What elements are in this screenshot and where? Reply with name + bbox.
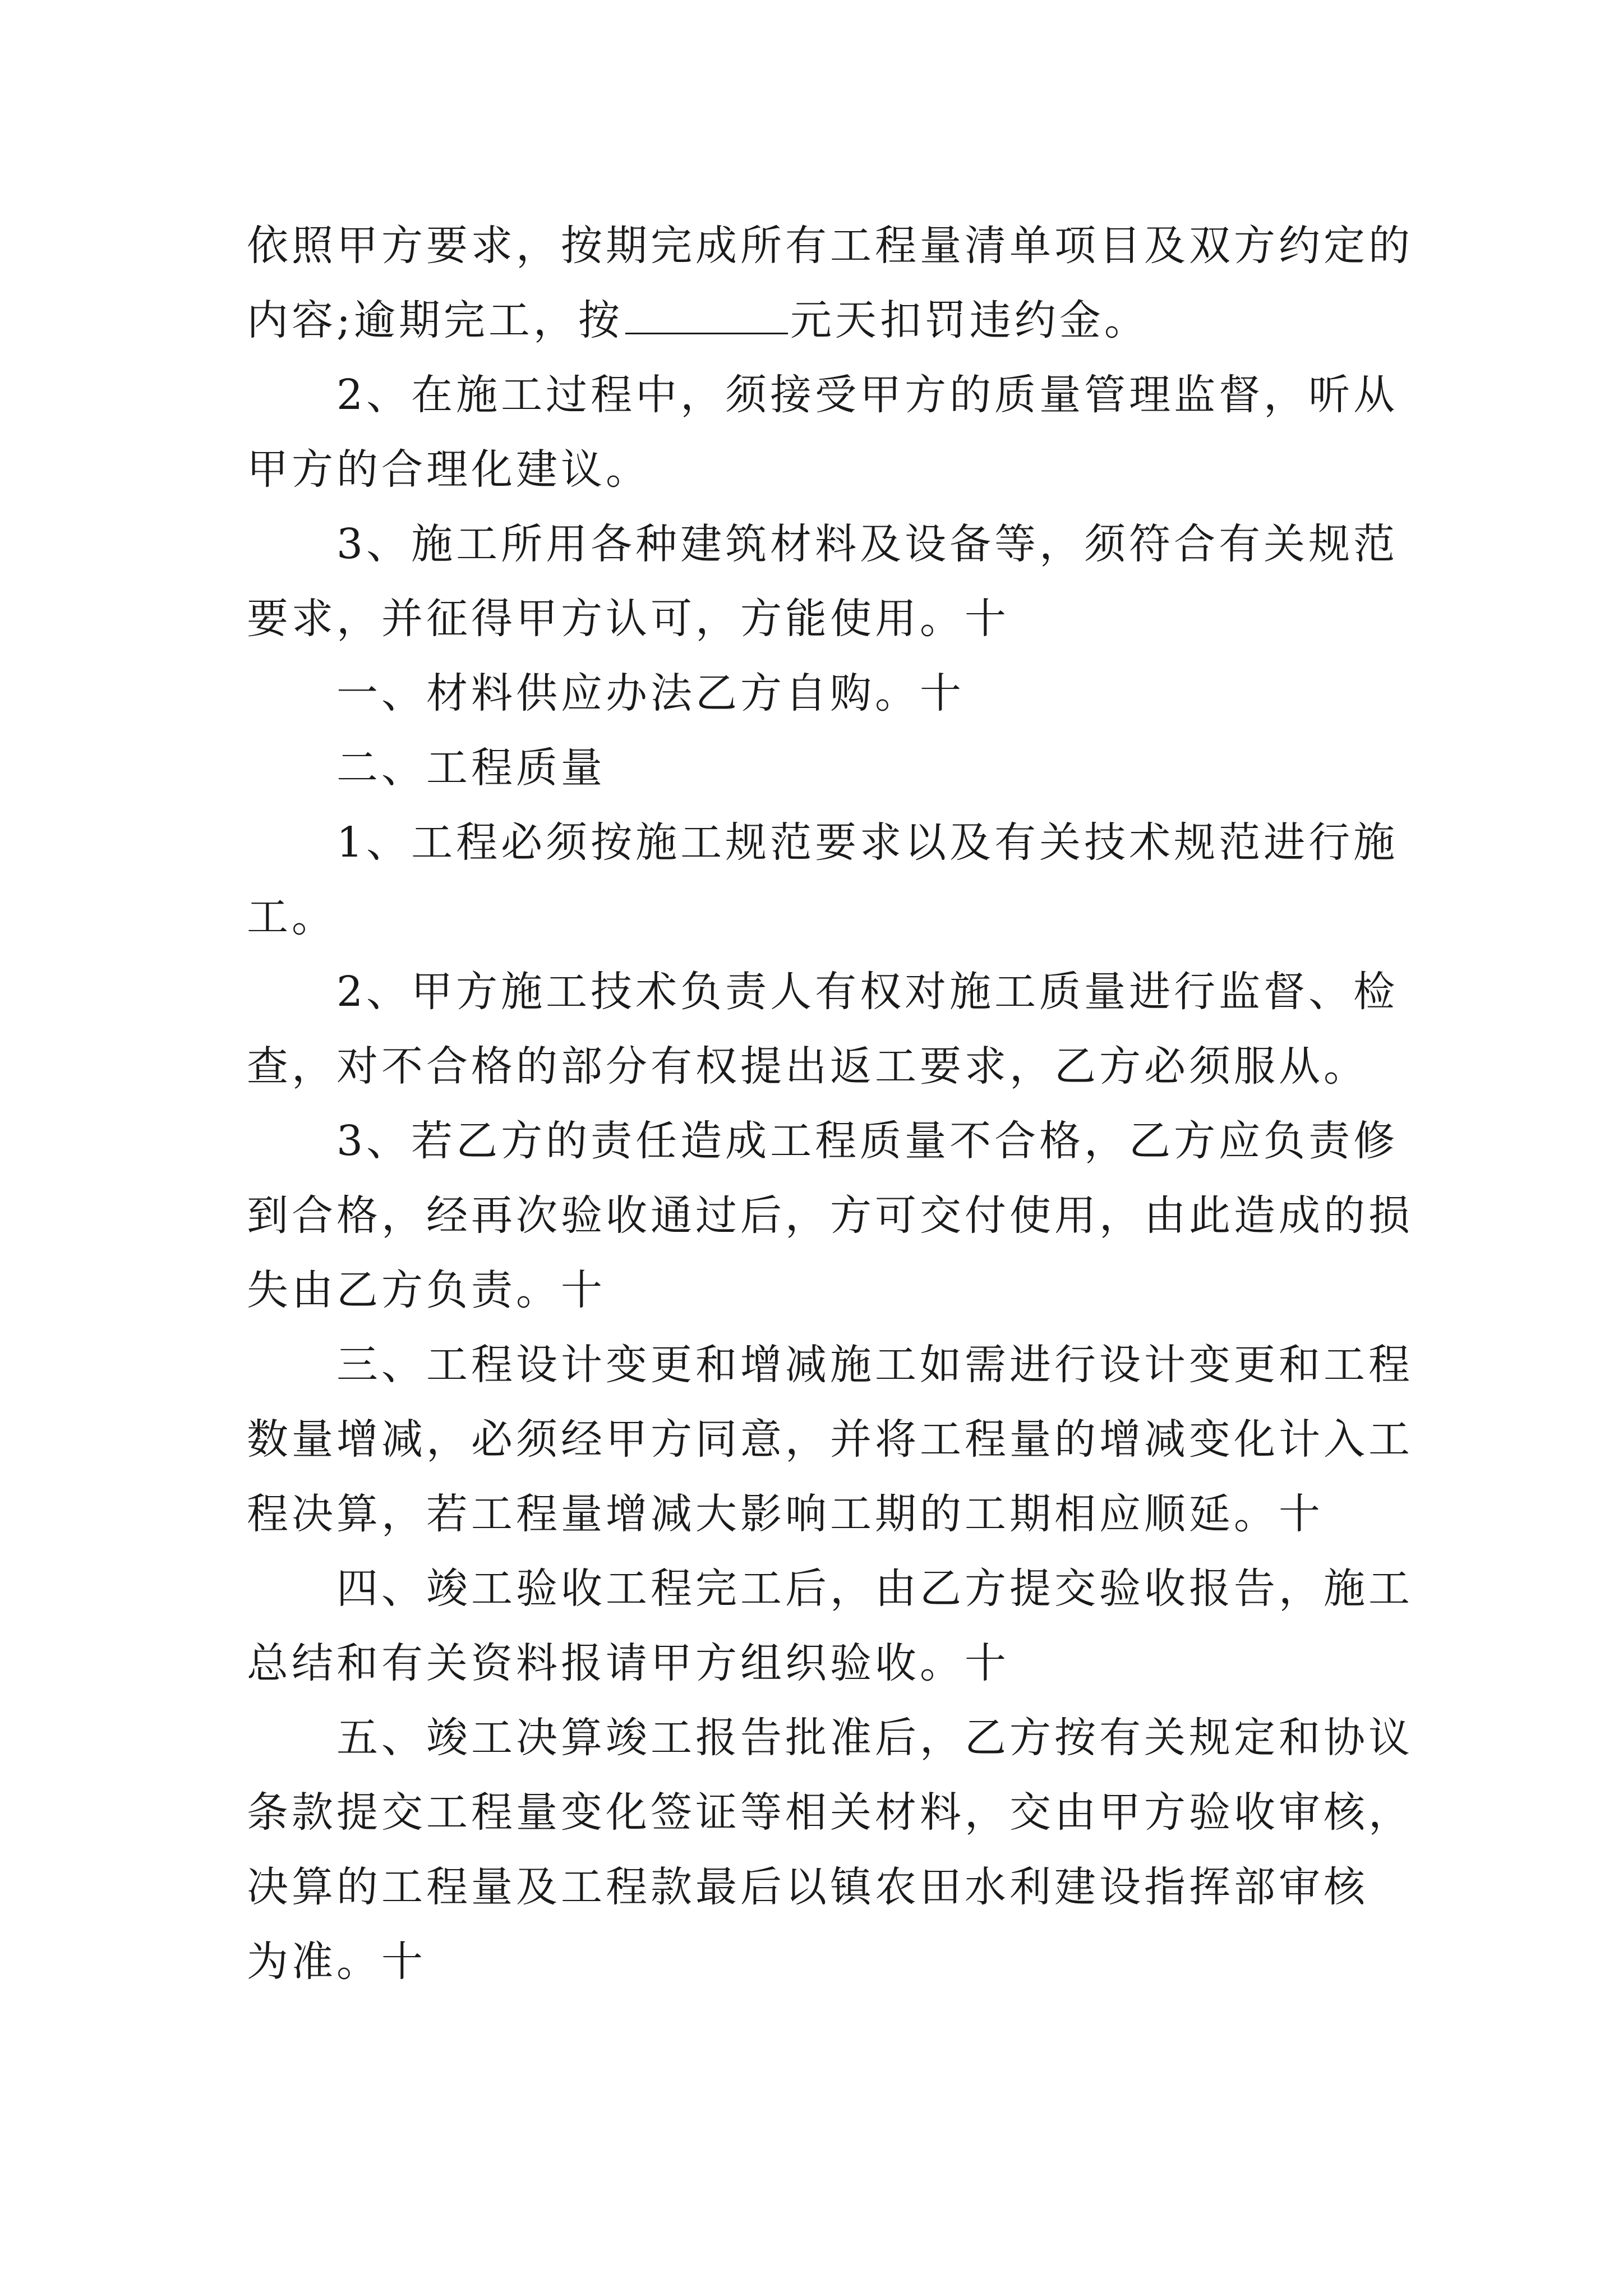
text-line: 2、甲方施工技术负责人有权对施工质量进行监督、检 [336, 968, 1399, 1016]
paragraph-10 [247, 1552, 1413, 1701]
text-line: 甲方的合理化建议。 [247, 445, 651, 494]
paragraph-7 [247, 955, 1399, 1104]
text-line: 总结和有关资料报请甲方组织验收。十 [247, 1639, 1009, 1687]
text-line: 决算的工程量及工程款最后以镇农田水利建设指挥部审核 [247, 1863, 1368, 1911]
text-line: 数量增减，必须经甲方同意，并将工程量的增减变化计入工 [247, 1415, 1413, 1464]
text-line: 四、竣工验收工程完工后，由乙方提交验收报告，施工 [336, 1565, 1413, 1613]
paragraph-11 [247, 1701, 1413, 1999]
text-segment: 元天扣罚违约金。 [790, 296, 1149, 344]
text-line: 工。 [247, 893, 336, 941]
text-line: 3、若乙方的责任造成工程质量不合格，乙方应负责修 [336, 1117, 1399, 1165]
paragraph-6 [247, 806, 1399, 955]
text-line: 二、工程质量 [336, 744, 606, 792]
document-body [247, 209, 1413, 1999]
text-line: 三、工程设计变更和增减施工如需进行设计变更和工程 [336, 1341, 1413, 1389]
text-line: 1、工程必须按施工规范要求以及有关技术规范进行施 [336, 818, 1399, 867]
text-line: 失由乙方负责。十 [247, 1266, 606, 1314]
text-line: 2、在施工过程中，须接受甲方的质量管理监督，听从 [336, 371, 1399, 419]
fill-in-blank [625, 299, 788, 334]
text-line: 程决算，若工程量增减大影响工期的工期相应顺延。十 [247, 1490, 1324, 1538]
text-line: 到合格，经再次验收通过后，方可交付使用，由此造成的损 [247, 1191, 1413, 1240]
text-line: 条款提交工程量变化签证等相关材料，交由甲方验收审核， [247, 1788, 1413, 1837]
paragraph-1 [247, 209, 1413, 358]
text-line: 查，对不合格的部分有权提出返工要求，乙方必须服从。 [247, 1042, 1368, 1091]
text-line: 为准。十 [247, 1938, 426, 1986]
section-heading-quality [247, 731, 1377, 806]
paragraph-9 [247, 1328, 1413, 1552]
paragraph-3 [247, 507, 1399, 656]
paragraph-4 [247, 656, 1377, 731]
text-line: 3、施工所用各种建筑材料及设备等，须符合有关规范 [336, 520, 1399, 568]
text-segment: 内容;逾期完工，按 [247, 296, 623, 344]
paragraph-8 [247, 1104, 1413, 1328]
text-line: 五、竣工决算竣工报告批准后，乙方按有关规定和协议 [336, 1714, 1413, 1762]
text-line [247, 283, 1377, 358]
text-line: 依照甲方要求，按期完成所有工程量清单项目及双方约定的 [247, 222, 1413, 270]
text-line: 要求，并征得甲方认可，方能使用。十 [247, 595, 1009, 643]
paragraph-2 [247, 358, 1399, 507]
text-line: 一、材料供应办法乙方自购。十 [336, 669, 965, 717]
